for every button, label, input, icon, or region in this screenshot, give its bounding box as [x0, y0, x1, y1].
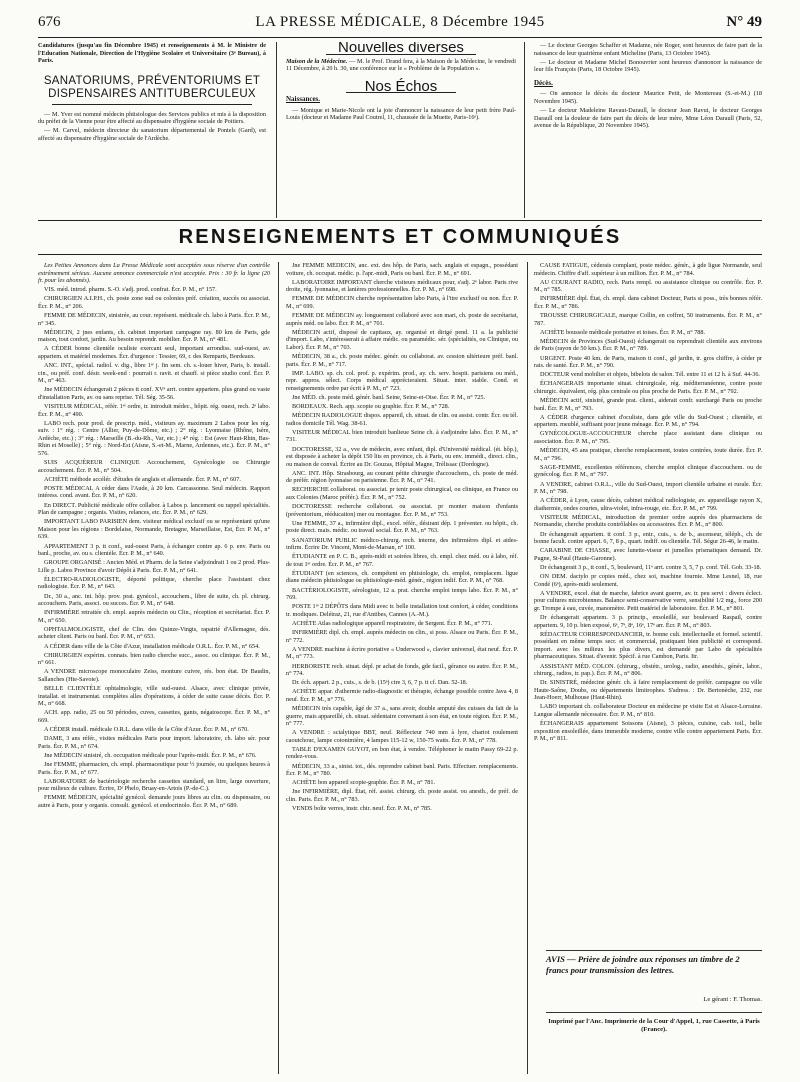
classified-ad: BELLE CLIENTÈLE ophtalmologie, ville sud-ouest. Alsace, avec clinique privée, installat. et instrumentat. complètes alles d'opérations, à céder de suite cause décès. Écr. P. M., n° 668. [38, 685, 270, 708]
classified-ad: A VENDRE microscope monoculaire Zeiss, monture cuivre, rés. bon état. Dr Baudin, Sallanches (Hte-Savoie). [38, 668, 270, 683]
classified-ad: ACHÈTE Atlas radiologique appareil respiratoire, de Sergent. Écr. P. M., n° 771. [292, 619, 493, 627]
column-divider [527, 262, 528, 1074]
classified-ad: ANC. INT., spécial. radiol. v. dig., libre 1ᵉʳ j. fin sem. ch. s.-louer hiver, Paris, b. install. cin., ou préf. conf. désir. week-end : pourrait r. ravit. et chauff. si pièce studio conf. Écr. P. M., n° 463. [38, 362, 270, 385]
classified-ad: Une FEMME, 37 a., infirmière dipl., excel. référ., désirant dép. 1 préventer. ou hôpit., ch. poste direct. mais. médic. ou travail social. Écr. P. M., n° 763. [286, 519, 518, 535]
classified-ad: VISITEUR MÉDICAL, introduction de premier ordre auprès des pharmaciens de Normandie, cherche produits contrôlables ou accessoires. Écr. P. M., n° 800. [534, 513, 762, 529]
classified-ad: A CÉDER, à Lyon, cause décès, cabinet médical radiologiste, av. appareillage rayon X, diathermie, ondes courtes, ultra-violet, infra-rouge, etc. Écr. P. M., n° 799. [534, 497, 762, 512]
classified-ad: MÉDECIN RADIOLOGUE dispos. appareil, ch. situat. de clin. ou assist. contr. Écr. ou tél. radios domicile Tél. Wag. 38-61. [286, 412, 518, 427]
classified-ad: LABO rech. pour prod. de prescrip. méd., visiteurs ay. maximum 2 Labos pour les rég. suiv. : 1° rég. : Centre (Allier, Puy-de-Dôme, etc.) ; 2° rég. : Lyonnaise (Rhône, Isère, Ardèche, etc.) ; 3° rég. : Marseille (B.-du-Rh., Var, etc.) ; 4° rég. : Est (avec Haut-Rhin, Bas-Rhin et Moselle) ; 5° rég. : Nord-Est (Aisne, S.-et-M., Marne, Ardennes, etc.). Écr. P. M., n° 576. [38, 419, 270, 457]
conference-paragraph: — M. le Prof. Drand fera, à la Maison de la Médecine, le vendredi 11 Décembre, à 20 h. 30, une conférence sur le « Problème de la Population ». [286, 57, 516, 73]
nouvelles-diverses-heading: Nouvelles diverses [338, 42, 464, 56]
classified-ad: En DIRECT. Publicité médicale offre collabor. à Labos p. lancement ou rappel spécialités. Plan de campagne ; organis. Visites, relances, etc. Écr. P. M., n° 629. [38, 501, 270, 517]
classifieds-column-1 [38, 262, 270, 1074]
candidatures-paragraph: Candidatures (jusqu'au fin Décembre 1945) et renseignements à M. le Ministre de l'Education Nationale, Direction de l'Hygiène Scolaire et Universitaire (3ᵉ Bureau), à Paris. [38, 42, 266, 65]
classified-ad: VENDS boîte verres, instr. chir. neuf. Écr. P. M., n° 785. [292, 805, 432, 813]
classified-ad: A VENDRE, cabinet O.R.L., ville du Sud-Ouest, import clientèle urbaine et rurale. Écr. P. M., n° 798. [534, 480, 762, 496]
classified-ad: DOCTORESSE recherche collaborat. ou associat. pr monter maison d'enfants (préventorium, rééducation) mer ou montagne. Écr. P. M., n° 753. [286, 503, 518, 518]
schaffer-announcement: — Le docteur Georges Schaffer et Madame, née Roger, sont heureux de faire part de la naissance de leur quatrième enfant Micheline (Paris, 13 Octobre 1945). [534, 42, 762, 57]
classified-ad: INFIRMIÈRE retraitée ch. empl. auprès médecin ou Clin., réception et secrétariat. Écr. P. M., n° 650. [38, 609, 270, 624]
band-top-rule [38, 220, 762, 221]
avis-notice: AVIS — Prière de joindre aux réponses un timbre de 2 francs pour transmission des lettres. [546, 954, 740, 975]
avis-top-rule [546, 950, 762, 951]
classified-ad: CHIRURGIEN expérim. connais. bien radio cherche succ., assoc. ou clinique. Écr. P. M., n° 661. [38, 651, 270, 667]
classified-ad: MÉDECIN, 45 ans pratique, cherche remplacement, toutes contrées, toute durée. Écr. P. M., n° 796. [534, 447, 762, 462]
classified-ad: LABORATOIRE de bactériologie recherche cassettes standard, un litre, large ouverture, pour milieux de culture. Écrire, Dʳ Phelo, Bruay-en-Artois (P.-de-C.). [38, 777, 270, 793]
classified-ad: Dr échangerait appartem. tt conf. 3 p., entr., cuis., s. de b., ascenseur, téléph., ch. de bonne facult. contre appart. 6, 7, 8 p., quart. indiff. ou clientèle. Tél. Ségur 26-46, le matin. [534, 530, 762, 546]
classified-ad: ÉTUDIANTE en P. C. B., après-midi et soirées libres, ch. empl. chez méd. ou à labo, réf. de tout 1ᵉʳ ordre. Écr. P. M., n° 767. [286, 553, 518, 568]
classified-ad: A CÉDER d'urgence cabinet d'oculiste, dans gde ville du Sud-Ouest ; clientèle, et appartem. meublé, suffisant pour jeune ménage. Écr. P. M., n° 794. [534, 413, 762, 429]
classified-ad: FEMME DE MÉDECIN, sinistrée, au cour. représent. médicale ch. labo à Paris. Écr. P. M., n° 345. [38, 312, 270, 327]
classified-ad: MÉDECIN, 2 jnes enfants, ch. cabinet important campagne ray. 80 km de Paris, gde maison, tout confort, jardin. Au besoin reprendr. mobilier. Écr. P. M., n° 481. [38, 328, 270, 344]
classified-ad: MÉDECIN très capable, âgé de 37 a., sans avoir, double amputé des cuisses du fait de la guerre, mais appareillé, ch. situat. sédentaire convenant à son état, en toute région. Écr. P. M., n° 777. [286, 705, 518, 728]
classified-ad: POSTE MÉDICAL A céder dans l'Aude, à 20 km. Carcassonne. Seul médecin. Rapport intéress. cond. avant. Écr. P. M., n° 620. [38, 484, 270, 500]
classified-ad: TROUSSE CHIRURGICALE, marque Collin, en coffret, 50 instruments. Écr. P. M., n° 787. [534, 312, 762, 327]
classified-ad: ACHÈTE bon appareil scopie-graphie. Écr. P. M., n° 781. [292, 779, 436, 787]
printer-rule [546, 1012, 762, 1013]
classifieds-column-2 [286, 262, 518, 1074]
printer-imprint: Imprimé par l'Anc. Imprimerie de la Cour d'Appel, 1, rue Cassette, à Paris (France). [548, 1018, 760, 1034]
classified-ad: A VENDRE : scialytique BBT, neuf. Réflecteur 740 mm à lyre, chariot roulement caoutchouc, lampe cotonimière, 4 lampes 115-12 w, 150-75 watts. Écr. P. M., n° 778. [286, 729, 518, 744]
classified-ad: ÉCHANGERAIS importante situat. chirurgicale, rég. méditerranéenne, contre poste chirurgic. équivalent, rég. plus centrale ou plus proche de Paris. Écr. P. M., n° 792. [534, 380, 762, 395]
sanatoriums-heading: SANATORIUMS, PRÉVENTORIUMS ET DISPENSAIRES ANTITUBERCULEUX [38, 75, 266, 105]
classified-ad: APPARTEMENT 3 p. tt conf., sud-ouest Paris, à échanger contre ap. 6 p. env. Paris ou banl., proche, av. ou s. clientèle. Écr. P. M., n° 640. [38, 542, 270, 558]
classified-ad: Jne MÉDECIN échangerait 2 pièces tt conf. XVᵉ arrt. contre appartem. plus grand ou vaste d'installation Paris, av. ou sans reprise. Tél. Ség. 35-56. [38, 386, 270, 401]
classified-ad: A CÉDER install. médicale O.R.L. dans ville de la Côte d'Azur. Écr. P. M., n° 670. [44, 726, 249, 734]
classified-ad: MÉDECIN actif, sinistré, grande prat. client., aiderait confr. surchargé Paris ou proche banl. Écr. P. M., n° 793. [534, 397, 762, 412]
band-bottom-rule [38, 254, 762, 255]
classified-ad: ACH. app. radio, 25 ou 50 périodes, cuves, cassettes, gants, négatoscope. Écr. P. M., n° 669. [38, 709, 270, 724]
classified-ad: Jne MÉD. ch. poste méd. génér. banl. Seine, Seine-et-Oise. Écr. P. M., n° 725. [292, 393, 486, 401]
classified-ad: SANATORIUM PUBLIC médico-chirurg. rech. interne, des infirmières dipl. et aides-infirm. Écrire Dr. Vincent, Mont-de-Marsan, n° 100. [286, 536, 518, 552]
top-column-middle [286, 42, 516, 218]
classified-ad: Dr. SINISTRÉ, médecine génér. ch. à faire remplacement de préfér. campagne ou ville Haute-Saône, Doubs, ou départements limitrophes. S'adress. : Dr. Bertonèche, 232, rue Jean-Hoerr, Mulhouse (Haut-Rhin). [534, 679, 762, 702]
gerant-line: Le gérant : F. Thomas. [703, 996, 762, 1003]
classified-ad: Dr échangerait 3 p., tt conf., 5, boulevard, 11ᵉ arrt. contre 3, 5, 7 p. conf. Tél. Gob. 33-18. [540, 563, 762, 571]
classified-ad: RÉDACTEUR CORRESPONDANCIER, tr. bonne cult. intellectuelle et formel. scientif. possédant en même temps secr. et commercial, pratiquant bien publicité et correspond. import. avec les milieux les plus divers, est demandé par Labo de spécialités pharmaceutiques. Situat. d'avenir. Spécif. à rue Cambon, Paris. Itr. [534, 630, 762, 661]
nos-echos-heading: Nos Échos [364, 77, 438, 95]
classified-ad: AU COURANT RADIO, rech. Paris rempl. ou assistance clinique ou contrôle. Écr. P. M., n° 785. [534, 278, 762, 294]
classified-ad: BORDEAUX. Rech. app. scopie ou graphie. Écr. P. M., n° 728. [292, 403, 450, 411]
journal-title: LA PRESSE MÉDICALE, 8 Décembre 1945 [255, 14, 545, 30]
classified-ad: VISITEUR MÉDICAL bien introduit banlieue Seine ch. à s'adjoindre labo. Écr. P. M., n° 731. [286, 428, 518, 444]
classifieds-intro: Les Petites Annonces dans La Presse Médicale sont acceptées sous réserve d'un contrôle extrêmement sérieux. Aucune annonce commerciale n'est acceptée. Prix : 30 fr. la ligne (20 fr. pour les abonnés). [38, 262, 270, 285]
classified-ad: INFIRMIÈRE dipl. ch. empl. auprès médecin ou clin., si poss. Alsace ou Paris. Écr. P. M., n° 772. [286, 629, 518, 644]
classified-ad: A CÉDER bonne clientèle oculiste exercant seul, important arrondiss. sud-ouest, av. appartem. et matériel modernes. Écr. d'urgence : Tessier, 69, r. des Remparts, Bordeaux. [38, 345, 270, 360]
top-column-right [534, 42, 762, 218]
classified-ad: MÉDECIN de Provinces (Sud-Ouest) échangerait ou reprendrait clientèle aux environs de Paris (rayon de 50 km.). Écr. P. M., n° 789. [534, 337, 762, 353]
naissances-subhead: Naissances. [286, 95, 321, 104]
classified-ad: CHIRURGIEN A.I.P.H., ch. poste zone sud ou colonies préf. création, succès ou associat. Écr. P. M., n° 206. [38, 295, 270, 310]
column-divider [524, 42, 525, 218]
classified-ad: LABO important ch. collaborateur Docteur en médecine pr visite Est et Alsace-Lorraine. Langue allemande nécessaire. Écr. P. M., n° 810. [534, 703, 762, 718]
classified-ad: MÉDECIN, 38 a., ch. poste médec. génér. ou collaborat. av. cession ultérieure préf. banl. paris. Écr. P. M., n° 717. [286, 352, 518, 368]
classified-ad: DOCTORESSE, 32 a., vve de médecin, avec enfant, dipl. d'Université médical. (ét. hôp.), est disposée à acheter la dépôt 150 lits en province, ch. à Paris, ou env. immédi., direct. clin., ou maison de conval. Écrire au Dr. Gouzas, Hôpital Magne, Trélissac (Dordogne). [286, 445, 518, 468]
classified-ad: A VENDRE machine à écrire portative « Underwood », clavier universel, état neuf. Écr. P. M., n° 773. [286, 645, 518, 661]
classified-ad: Jne INFIRMIÈRE, dipl. État, réf. assist. chirurg. ch. poste assist. ou anesth., de préf. de clin. Paris. Écr. P. M., n° 783. [286, 788, 518, 803]
classified-ad: URGENT. Poste 40 km. de Paris, maison tt conf., gd jardin, tr. gros chiffre, à céder pr rais. de santé. Écr. P. M., n° 790. [534, 354, 762, 370]
issue-number: N° 49 [726, 14, 762, 30]
yver-paragraph: — M. Yver est nommé médecin phtisiologue des Services publics et mis à la disposition du préfet de la Vienne pour être affecté au dispensaire d'hygiène sociale de Poitiers. [38, 110, 266, 126]
renseignements-heading: RENSEIGNEMENTS ET COMMUNIQUÉS [178, 226, 622, 248]
classified-ad: SAGE-FEMME, excellentes références, cherche emploi clinique d'accouchem. ou de gynécolog. Écr. P. M., n° 797. [534, 463, 762, 479]
classified-ad: RECHERCHE collaborat. ou associat. pr tenir poste chirurgical, ou clinique, en France ou aux Colonies (Maroc préfér.). Écr. P. M., n° 752. [286, 486, 518, 502]
classified-ad: Jne FEMME, pharmacien, ch. empl. pharmaceutique pour ½ journée, ou quelques heures à Paris. Écr. P. M., n° 677. [38, 761, 270, 776]
carvel-paragraph: — M. Carvel, médecin directeur du sanatorium départemental de Pontels (Gard), est affecté au dispensaire d'hygiène sociale de l'Ardèche. [38, 127, 266, 142]
classified-ad: GROUPE ORGANISÉ : Ancien Méd. et Pharm. de la Seine s'adjoindrait 1 ou 2 prod. Plus-Lille p. Labos Province d'avoir Dépôt à Paris. Écr. P. M., n° 641. [38, 559, 270, 574]
classified-ad: Jne FEMME MÉDECIN, anc. ext. des hôp. de Paris, sach. anglais et espagn., possédant voiture, ch. occupat. médic. p. l'apr.-midi, Paris ou banl. Écr. P. M., n° 691. [286, 262, 518, 277]
classified-ad: A CÉDER dans ville de la Côte d'Azur, installation médicale O.R.L. Écr. P. M., n° 654. [44, 642, 260, 650]
bonouvrier-announcement: — Le docteur et Madame Michel Bonouvrier sont heureux d'annoncer la naissance de leur fils François (Paris, 18 Octobre 1945). [534, 58, 762, 74]
classified-ad: BACTÉRIOLOGISTE, sérologiste, 12 a. prat. cherche emploi temps labo. Écr. P. M., n° 769. [286, 586, 518, 602]
classified-ad: VIS. méd. introd. pharm. S.-O. s'adj. prod. confrat. Écr. P. M., n° 157. [44, 286, 217, 294]
birth-announcement: — Monique et Marie-Nicole ont la joie d'annoncer la naissance de leur petit frère Paul-Louis (docteur et Madame Paul Coutrel, 11, chaussée de la Muette, Paris-16ᵉ). [286, 106, 516, 122]
classified-ad: ASSISTANT MÉD. COLON. (chirurg., obstétr., urolog., radio, anesthés., génér., labor., chirurg., radios, tr. pap.). Écr. P. M., n° 806. [534, 662, 762, 678]
classified-ad: ACHÈTE boussole médicale portative et toises. Écr. P. M., n° 788. [540, 328, 706, 336]
column-divider [276, 42, 277, 218]
classified-ad: DAME, 3 ans référ., visites médicales Paris pour import. laboratoire, ch. labo sér. pour Paris. Écr. P. M., n° 674. [38, 735, 270, 750]
daraull-obituary: — Le docteur Madeleine Ravaut-Daraull, le docteur Jean Ravut, le docteur Georges Daraull ont la douleur de faire part du décès de leur mère, Mme Léon Daraull (Paris, 52, avenue de la République, 20 Novembre 1945). [534, 107, 762, 130]
page-number: 676 [38, 14, 61, 30]
classified-ad: VISITEUR MÉDICAL, référ. 1ᵉʳ ordre, tr. introduit médec., hôpit. rég. ouest, rech. 2ᵉ labo. Écr. P. M., n° 490. [38, 403, 270, 418]
classified-ad: DOCTEUR vend mobilier et objets, bibelots de salon. Tél. entre 11 et 12 h. à Suf. 44-36. [540, 371, 760, 379]
maison-medecine-subhead: Maison de la Médecine. [286, 57, 348, 65]
petit-obituary: — On annonce le décès du docteur Maurice Petit, de Montereau (S.-et-M.) (18 Novembre 1945). [534, 90, 762, 105]
top-column-left [38, 42, 266, 218]
classified-ad: ÉLECTRO-RADIOLOGISTE, déporté politique, cherche place l'assistant chez radiologiste. Écr. P. M., n° 643. [38, 575, 270, 591]
classified-ad: CARABINE DE CHASSE, avec lunette-viseur et jumelles prismatiques demand. Dr. Pugne, St-Paul (Haute-Garonne). [534, 547, 762, 562]
classified-ad: Dr. éch. appart. 2 p., cuis., s. de b. (15ᵉ) ctre 3, 6, 7 p. tt cf. Dan. 52-18. [292, 679, 468, 687]
classified-ad: ACHÈTE méthode accélér. d'études de anglais et allemande. Écr. P. M., n° 607. [44, 475, 241, 483]
classified-ad: ÉCHANGERAIS appartement Soissons (Aisne), 3 pièces, cuisine, cab. toil., belle exposition ensoleillée, dans immeuble moderne, contre ville contre appartement Paris. Écr. P. M., n° 811. [534, 720, 762, 743]
classified-ad: MÉDECIN, 33 a., sinist. tot., dés. reprendre cabinet banl. Paris. Effectuer. remplacements. Écr. P. M., n° 780. [286, 762, 518, 778]
classifieds-column-3 [534, 262, 762, 946]
classified-ad: OPHTALMOLOGISTE, chef de Clin. des Quinze-Vingts, rapatrié d'Allemagne, dés. acheter client. Paris ou banl. Écr. P. M., n° 653. [38, 625, 270, 641]
classified-ad: ACHÈTE appar. d'athermie radio-diagnostic et thérapie, échange possible contre Java 4, 8 neuf. Écr. P. M., n° 776. [286, 688, 518, 703]
classified-ad: Jne MÉDECIN sinistré, ch. occupation médicale pour l'après-midi. Écr. P. M., n° 676. [44, 751, 257, 759]
classified-ad: ANC. INT. Hôp. Strasbourg, au courant pétite chirurgie d'accouchem., ch. poste de méd. de préfér. région lyonnaise ou parisienne. Écr. P. M., n° 741. [286, 469, 518, 485]
classified-ad: FEMME DE MÉDECIN cherche représentation labo Paris, à l'itre exclusif ou non. Écr. P. M., n° 699. [286, 295, 518, 310]
classified-ad: ÉTUDIANT (en sciences, ch. compétent en phtisiologie, ch. emploi, remplacem. ligue diane médecin phtisiologue ou phtisiologie-méd. génér., région indif. Écr. P. M., n° 768. [286, 569, 518, 585]
classified-ad: TABLE D'EXAMEN GUYOT, en bon état, à vendre. Téléphoner le matin Passy 69-22 p. rendez-vous. [286, 745, 518, 761]
classified-ad: IMP. LABO. sp. ch. col. prof. p. expérim. prod., ay. ch. serv. hospit. parisiens ou méd., repr. appros. sélect. Corps médical apprécieraient. Situat. inter. stable. Cond. et renseignements ordre par écrit à P. M., n° 723. [286, 369, 518, 392]
header-rule [38, 37, 762, 38]
classified-ad: CAUSE FATIGUE, céderais complant, poste médec. génér., à gde ligue Normande, seul médecin. Chiffre d'aff. supérieur à un million. Écr. P. M., n° 784. [534, 262, 762, 277]
classified-ad: IMPORTANT LABO PARISIEN dem. visiteur médical exclusif ou se représentant qu'une Maison pour les régions : Bordelaise, Normande, Bretagne, Marseillaise, Est, Écr. P. M., n° 639. [38, 518, 270, 541]
classified-ad: Dr., 30 a., anc. int. hôp. prov. prat. gynécol., accouchem., libre de suite, ch. pl. chirurg. accouchem. Paris, associ. ou succes. Écr. P. M., n° 648. [38, 592, 270, 608]
classified-ad: HERBORISTE rech. situat. dépl. pr achat de fonds, gde facil., gérance ou autre. Écr. P. M., n° 774. [286, 662, 518, 678]
column-divider [278, 262, 279, 1074]
page-header [38, 14, 762, 34]
classified-ad: GYNÉCOLOGUE-ACCOUCHEUR cherche place assistant dans clinique ou association. Écr. P. M., n° 795. [534, 430, 762, 446]
classified-ad: INFIRMIÈRE dipl. État, ch. empl. dans cabinet Docteur, Paris si poss., très bonnes référ. Écr. P. M., n° 786. [534, 295, 762, 310]
classified-ad: POSTE 1ʳᵉ 2 DÉPÔTS dans Midi avec tr. belle installation tout confort, à céder, conditions tr. modiques. Delétraz, 21, rue d'Antibes, Cannes (A.-M.). [286, 603, 518, 618]
deces-subhead: Décès. [534, 78, 553, 87]
classified-ad: FEMME DE MÉDECIN ay. longuement collaboré avec son mari, ch. poste de secrétariat, auprès méd. ou labo. Écr. P. M., n° 701. [286, 312, 518, 327]
classified-ad: MÉDECIN actif, disposé de capitaux, ay. organisé et dirigé pend. 11 a. la publicité d'import. Labo, s'intéresserait à affaire médic. ou paramédic. sér. (spécialités, ou Clinique, ou Labor). Écr. P. M., n° 703. [286, 328, 518, 351]
classified-ad: ON DEM. dactylo pr copies méd., chez soi, machine fournie. Mme Lesnel, 18, rue Condé (6ᵉ), après-midi seulement. [534, 573, 762, 588]
classified-ad: A VENDRE, excel. état de marche, fabrice avant guerre, av. tr. peu servi : divers éclect. pour cultures microbiennes. Balance semi-conservative verre, sensibilité 1/2 mg., force 200 gr. Trompe à eau, cuvée, manomètre. Petit matériel de laboratoire. Écr. P. M., n° 801. [534, 589, 762, 612]
classified-ad: LABORATOIRE IMPORTANT cherche visiteurs médicaux pour, s'adj. 2ᵉ labor. Paris rive droite, rég. lyonnaise, et lanières professionnelles. Écr. P. M., n° 698. [286, 278, 518, 294]
classified-ad: FEMME MÉDECIN, spécialité gynécol. demande jours libres au clin. ou dispensaire, ou autre à Paris, pour y organis. consult. gynécol. et endocrinolo. Écr. P. M., n° 689. [38, 794, 270, 809]
classified-ad: Dr échangerait appartem. 3 p. princip., ensoleillé, sur boulevard Raspail, contre appartem. 9, 10 p. bien exposé, 6ᵉ, 7ᵉ, 8ᵉ, 16ᵉ, 17ᵉ arr. Écr. P. M., n° 803. [534, 614, 762, 629]
classified-ad: SUIS ACQUÉREUR CLINIQUE Accouchement, Gynécologie ou Chirurgie accouchement. Écr. P. M., n° 504. [38, 459, 270, 474]
